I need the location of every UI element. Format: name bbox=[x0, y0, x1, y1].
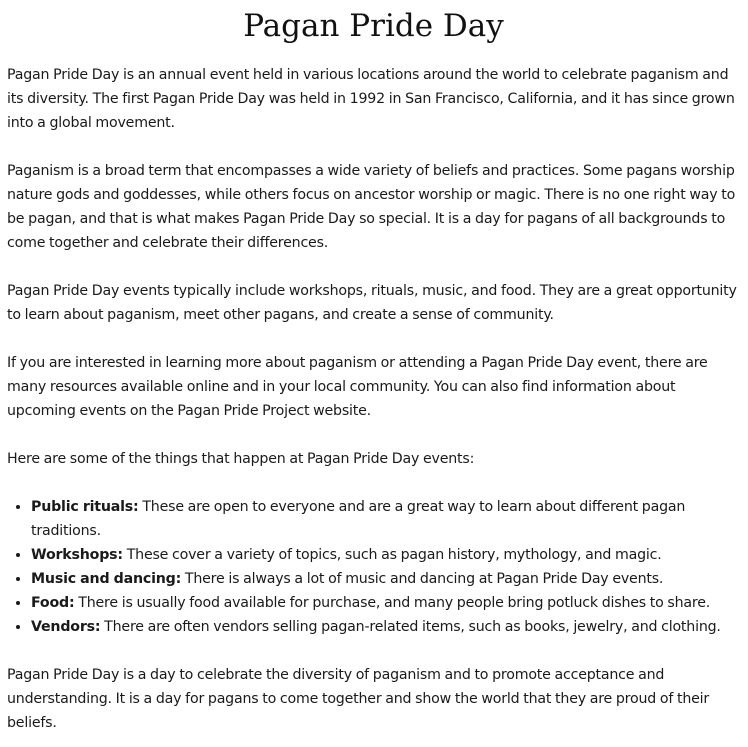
list-item bbox=[31, 591, 740, 615]
list-item-text: These cover a variety of topics, such as pagan history, mythology, and magic. bbox=[122, 547, 662, 563]
events-paragraph: Pagan Pride Day events typically include workshops, rituals, music, and food. They are a great opportunity to learn about paganism, meet other pagans, and create a sense of community. bbox=[7, 283, 737, 323]
list-item-term: Food: bbox=[31, 595, 75, 611]
intro-paragraph: Pagan Pride Day is an annual event held in various locations around the world to celebrate paganism and its diversity. The first Pagan Pride Day was held in 1992 in San Francisco, California, and it has since grown into a global movement. bbox=[7, 67, 735, 131]
list-item-text: These are open to everyone and are a great way to learn about different pagan traditions. bbox=[31, 499, 686, 539]
list-item-text: There is usually food available for purchase, and many people bring potluck dishes to share. bbox=[74, 595, 711, 611]
list-item-term: Public rituals: bbox=[31, 499, 139, 515]
list-item bbox=[31, 567, 740, 591]
page-title: Pagan Pride Day bbox=[243, 8, 504, 44]
activities-list bbox=[7, 495, 740, 639]
closing-paragraph: Pagan Pride Day is a day to celebrate the diversity of paganism and to promote acceptance and understanding. It is a day for pagans to come together and show the world that they are proud of their beliefs. bbox=[7, 667, 710, 731]
list-item-text: There is always a lot of music and dancing at Pagan Pride Day events. bbox=[181, 571, 664, 587]
list-intro-paragraph: Here are some of the things that happen at Pagan Pride Day events: bbox=[7, 451, 475, 467]
resources-paragraph: If you are interested in learning more about paganism or attending a Pagan Pride Day event, there are many resources available online and in your local community. You can also find information about upcoming events on the Pagan Pride Project website. bbox=[7, 355, 708, 419]
list-item bbox=[31, 543, 740, 567]
list-item bbox=[31, 615, 740, 639]
list-item-text: There are often vendors selling pagan-related items, such as books, jewelry, and clothing. bbox=[100, 619, 721, 635]
list-item-term: Music and dancing: bbox=[31, 571, 182, 587]
list-item-term: Vendors: bbox=[31, 619, 101, 635]
list-item-term: Workshops: bbox=[31, 547, 123, 563]
beliefs-paragraph: Paganism is a broad term that encompasses a wide variety of beliefs and practices. Some pagans worship nature gods and goddesses, while others focus on ancestor worship or magic. There is no one right way to be pagan, and that is what makes Pagan Pride Day so special. It is a day for pagans of all backgrounds to come together and celebrate their differences. bbox=[7, 163, 736, 251]
list-item bbox=[31, 495, 740, 543]
